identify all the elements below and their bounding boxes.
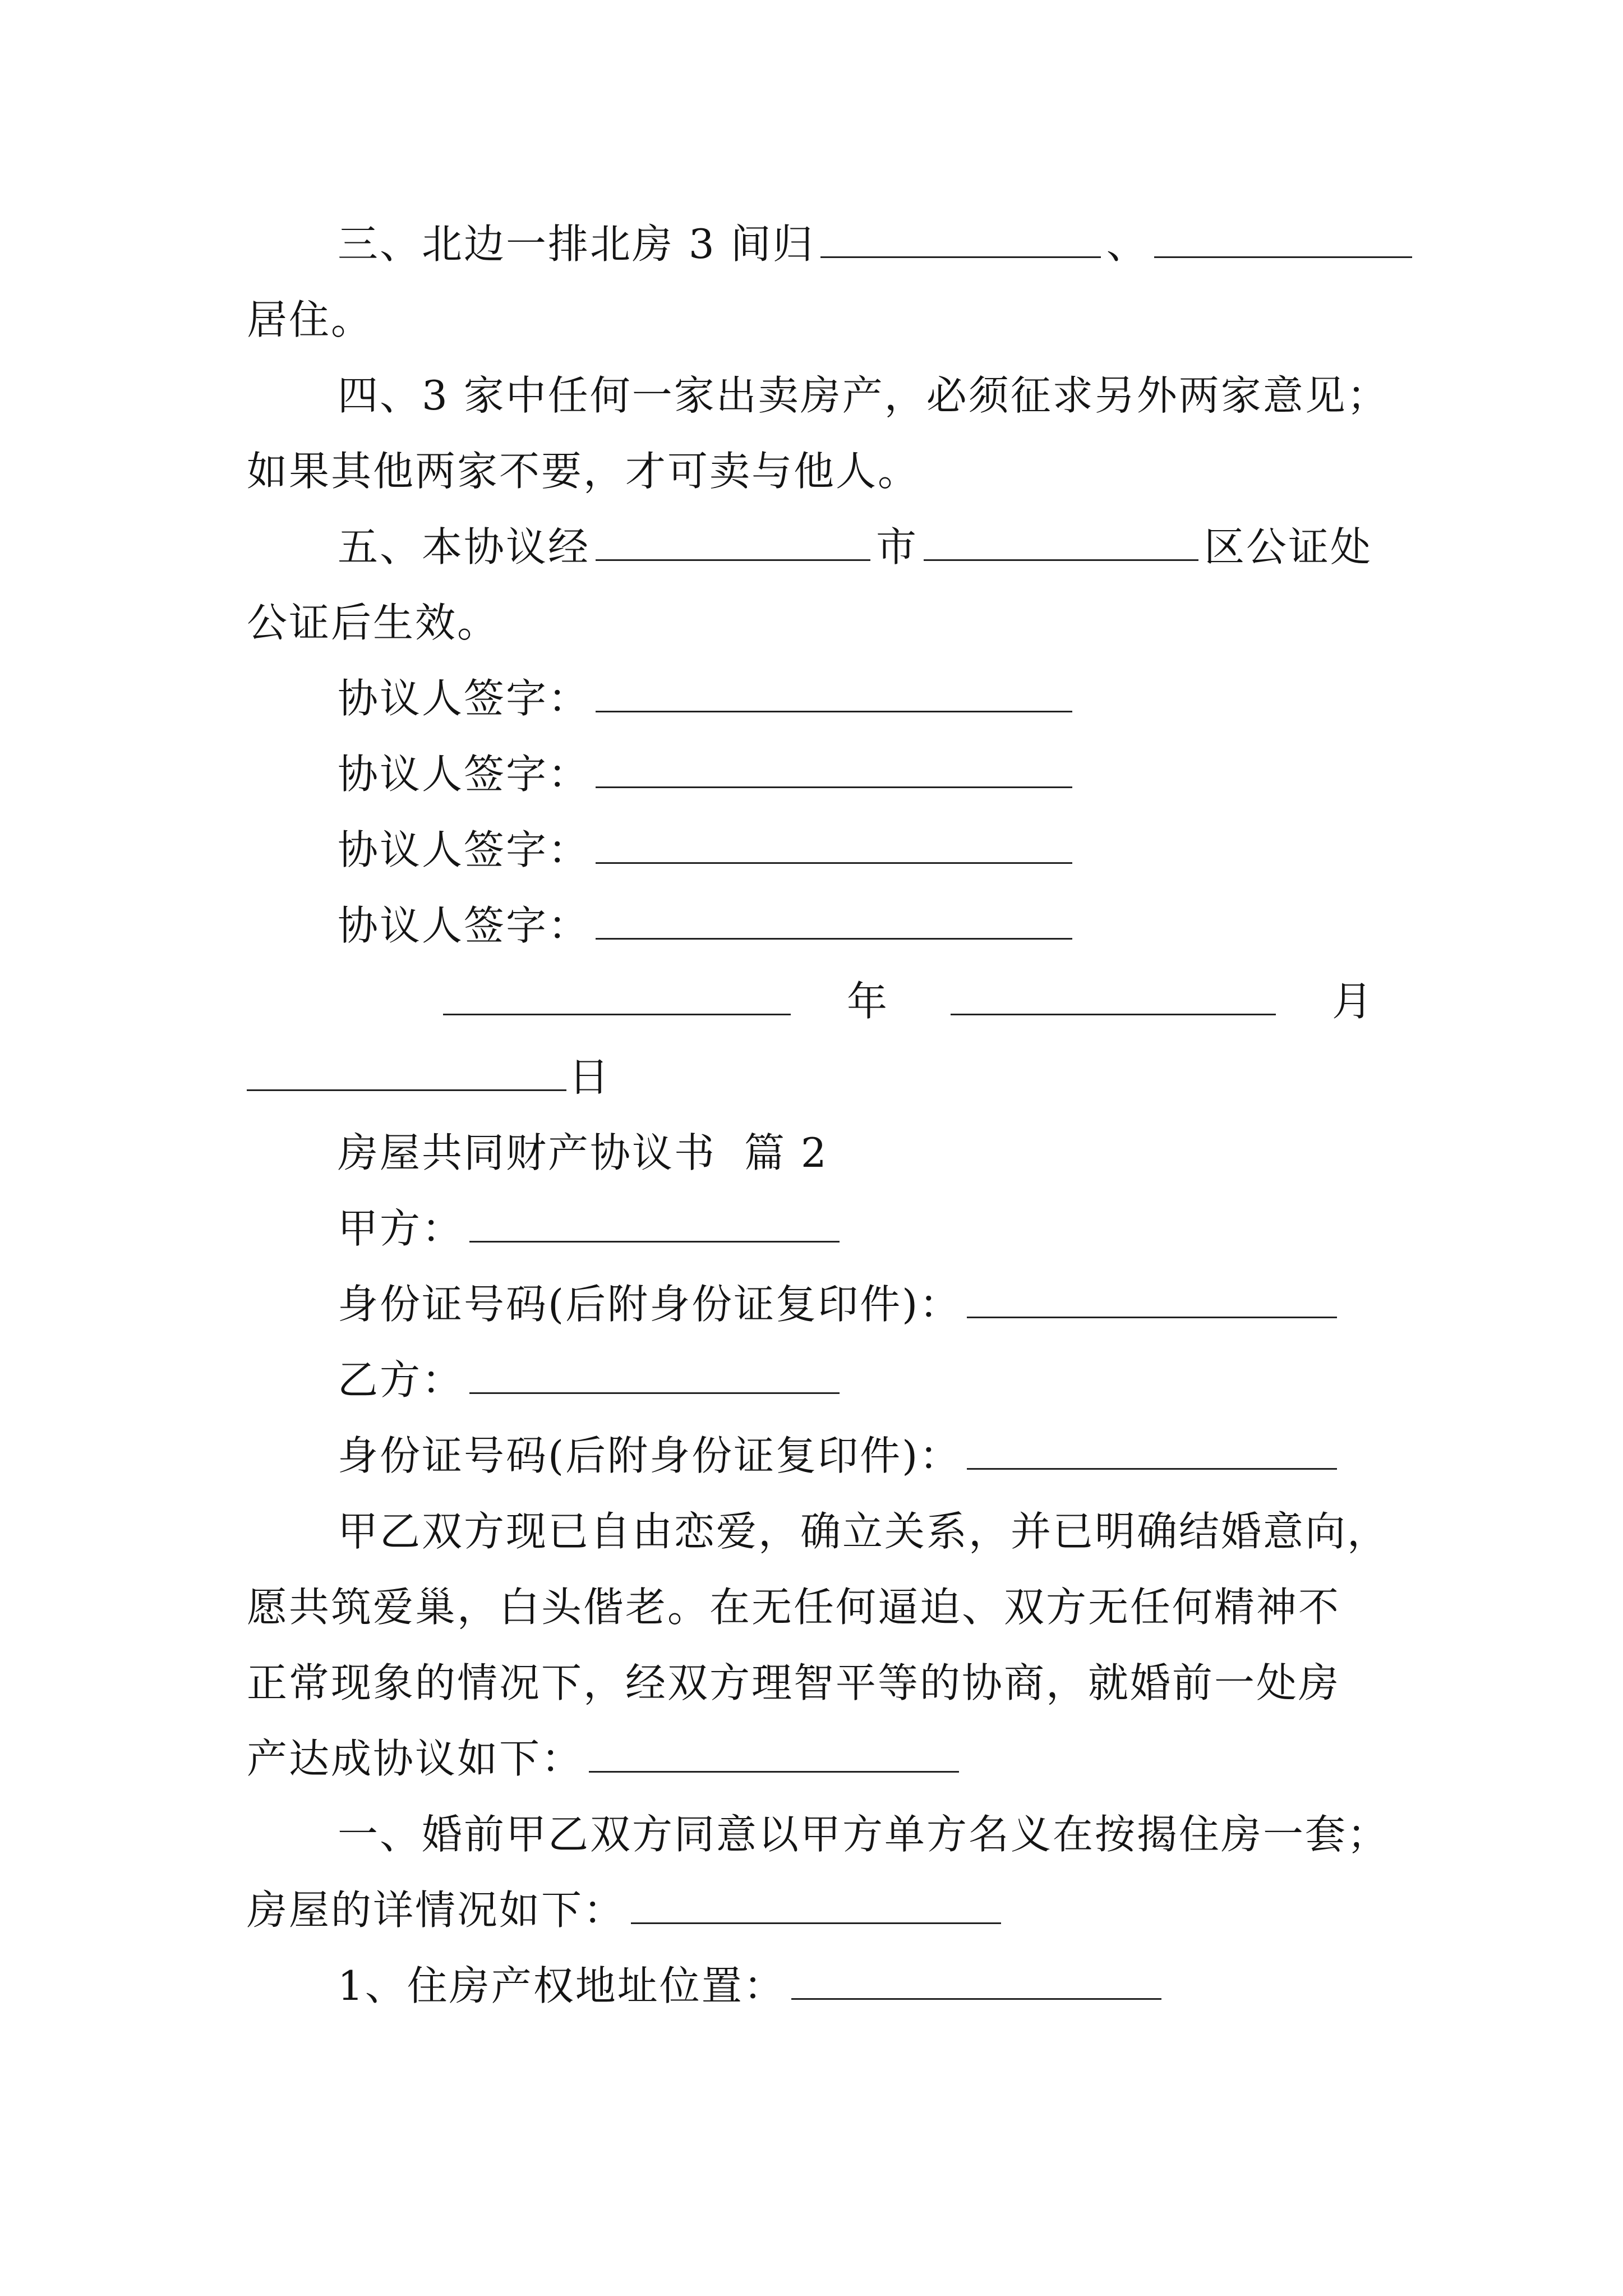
address-field[interactable]: [791, 1957, 1161, 2000]
party-b-label: 乙方：: [338, 1356, 464, 1404]
id-b-field[interactable]: [967, 1427, 1337, 1470]
clause-5-text-c: 区公证处: [1204, 523, 1373, 570]
id-a-field[interactable]: [967, 1275, 1337, 1318]
date-year-label: 年: [847, 978, 889, 1025]
item-1-line: [338, 1952, 1167, 2019]
section-2-suffix: 篇 2: [744, 1129, 828, 1176]
party-b-field[interactable]: [469, 1351, 840, 1394]
party-a-line: [338, 1195, 845, 1262]
signature-field[interactable]: [596, 896, 1072, 940]
blank-field[interactable]: [820, 215, 1101, 258]
section-2-heading: [338, 1119, 828, 1186]
intro-line-3: 正常现象的情况下，经双方理智平等的协商，就婚前一处房: [247, 1659, 1341, 1706]
signature-line: [338, 816, 1078, 884]
clause-5-text-a: 五、本协议经: [338, 523, 591, 570]
year-field[interactable]: [443, 972, 791, 1015]
party-a-field[interactable]: [469, 1199, 840, 1243]
date-day-label: 日: [569, 1053, 611, 1101]
date-day-line: [247, 1043, 611, 1111]
signature-field[interactable]: [596, 669, 1072, 712]
clause-5-text-b: 市: [876, 523, 919, 570]
signature-line: [338, 740, 1078, 808]
blank-field[interactable]: [924, 518, 1198, 561]
signature-label: 协议人签字：: [338, 826, 591, 873]
item-1-label: 1、住房产权地址位置：: [338, 1962, 786, 2009]
id-b-line: [338, 1422, 1343, 1489]
intro-line-4: [247, 1725, 965, 1792]
clause-3-separator: 、: [1106, 220, 1149, 268]
signature-line: [338, 892, 1078, 959]
clause-3-text: 三、北边一排北房 3 间归: [338, 220, 815, 268]
blank-field[interactable]: [1154, 215, 1412, 258]
month-field[interactable]: [951, 972, 1276, 1015]
agreement-field[interactable]: [589, 1729, 959, 1773]
clause-1-line-2: [247, 1876, 1007, 1944]
signature-label: 协议人签字：: [338, 751, 591, 798]
signature-field[interactable]: [596, 745, 1072, 788]
section-2-title: 房屋共同财产协议书: [338, 1129, 717, 1176]
party-a-label: 甲方：: [338, 1205, 464, 1252]
date-month-label: 月: [1332, 978, 1375, 1025]
date-line: [443, 968, 1374, 1035]
intro-line-1: 甲乙双方现已自由恋爱，确立关系，并已明确结婚意向，: [338, 1508, 1390, 1555]
house-details-field[interactable]: [631, 1881, 1001, 1924]
clause-5-line: [338, 513, 1372, 581]
id-b-label: 身份证号码(后附身份证复印件)：: [338, 1432, 962, 1479]
signature-label: 协议人签字：: [338, 902, 591, 949]
id-a-line: [338, 1271, 1343, 1338]
clause-1-line-2-text: 房屋的详情况如下：: [247, 1887, 626, 1934]
signature-line: [338, 665, 1078, 732]
id-a-label: 身份证号码(后附身份证复印件)：: [338, 1281, 962, 1328]
day-field[interactable]: [247, 1048, 566, 1091]
party-b-line: [338, 1346, 845, 1414]
blank-field[interactable]: [596, 518, 870, 561]
clause-1-line-1: 一、婚前甲乙双方同意以甲方单方名义在按揭住房一套；: [338, 1811, 1390, 1858]
signature-field[interactable]: [596, 821, 1072, 864]
clause-5-continuation: 公证后生效。: [247, 599, 500, 646]
clause-3-continuation: 居住。: [247, 296, 374, 343]
intro-line-4-text: 产达成协议如下：: [247, 1735, 584, 1782]
clause-3-line: [338, 210, 1418, 278]
intro-line-2: 愿共筑爱巢，白头偕老。在无任何逼迫、双方无任何精神不: [247, 1584, 1341, 1631]
clause-4-line-1: 四、3 家中任何一家出卖房产，必须征求另外两家意见；: [338, 372, 1389, 419]
signature-label: 协议人签字：: [338, 675, 591, 722]
clause-4-line-2: 如果其他两家不要，才可卖与他人。: [247, 448, 920, 495]
